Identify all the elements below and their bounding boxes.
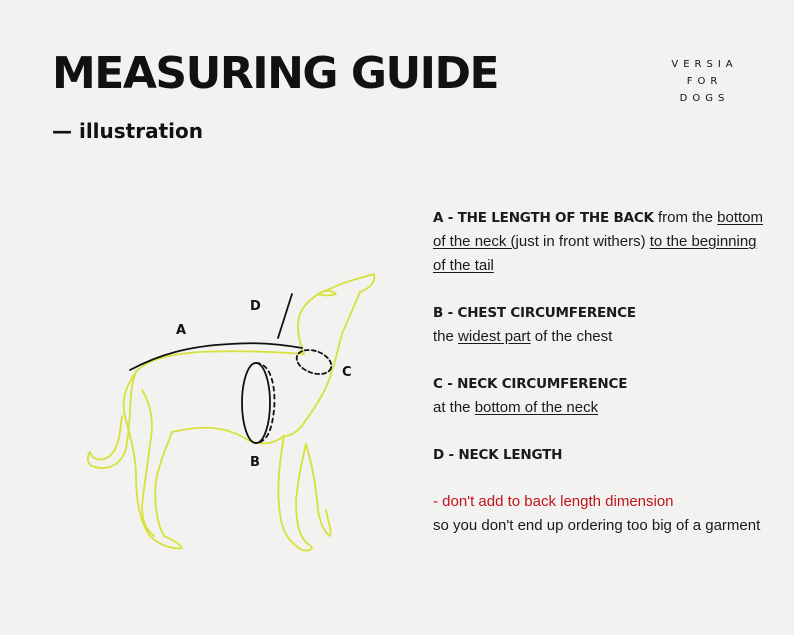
label-a: A [176,323,187,338]
back-length-line [130,343,302,370]
brand-line-3: DOGS [679,93,730,104]
heading-d: D - NECK LENGTH [433,447,563,463]
brand-logo [652,56,752,107]
dog-ear [318,291,336,296]
label-b: B [250,455,260,470]
text-a-2: just in front withers) [515,233,650,250]
page-subtitle: — illustration [52,119,203,143]
heading-b: B - CHEST CIRCUMFERENCE [433,305,636,321]
instruction-b [433,301,763,349]
instruction-d [433,443,763,467]
underline-a-2: to the beginning of the tail [433,233,757,274]
dog-hind-leg [124,372,182,548]
dog-head-neck [298,274,374,370]
dog-front-leg-2 [306,444,331,536]
instruction-c [433,372,763,420]
text-b-2: of the chest [530,328,613,345]
underline-a-1: bottom of the neck ( [433,209,764,250]
dog-chest [284,370,332,436]
brand-line-2: FOR [686,76,723,87]
text-c-1: at the [433,399,475,416]
label-d: D [250,299,261,314]
underline-c-1: bottom of the neck [474,399,599,416]
measurement-instructions [433,206,763,561]
warning-dash: - [433,493,443,510]
neck-length-line [278,294,292,338]
heading-c: C - NECK CIRCUMFERENCE [433,376,628,392]
text-b-1: the [433,328,459,345]
page-title: MEASURING GUIDE [52,48,499,99]
dog-front-leg [278,436,311,551]
heading-a: A - THE LENGTH OF THE BACK [433,210,654,226]
instruction-d-note [433,490,763,538]
brand-line-1: VERSIA [671,59,738,70]
neck-circumference-ellipse [293,346,334,379]
measurement-lines [130,294,335,443]
warning-text: don't add to back length dimension [442,493,674,510]
dog-hind-leg-2 [142,390,154,536]
note-text: so you don't end up ordering too big of a garment [433,517,761,534]
dog-back [136,351,304,372]
dog-outline [88,274,375,551]
chest-circumference-solid [242,363,270,443]
label-c: C [342,365,352,380]
dog-tail [88,372,136,468]
dog-measurement-diagram [80,260,390,560]
underline-b-1: widest part [458,328,531,345]
instruction-a [433,206,763,278]
text-a-1: from the [653,209,718,226]
